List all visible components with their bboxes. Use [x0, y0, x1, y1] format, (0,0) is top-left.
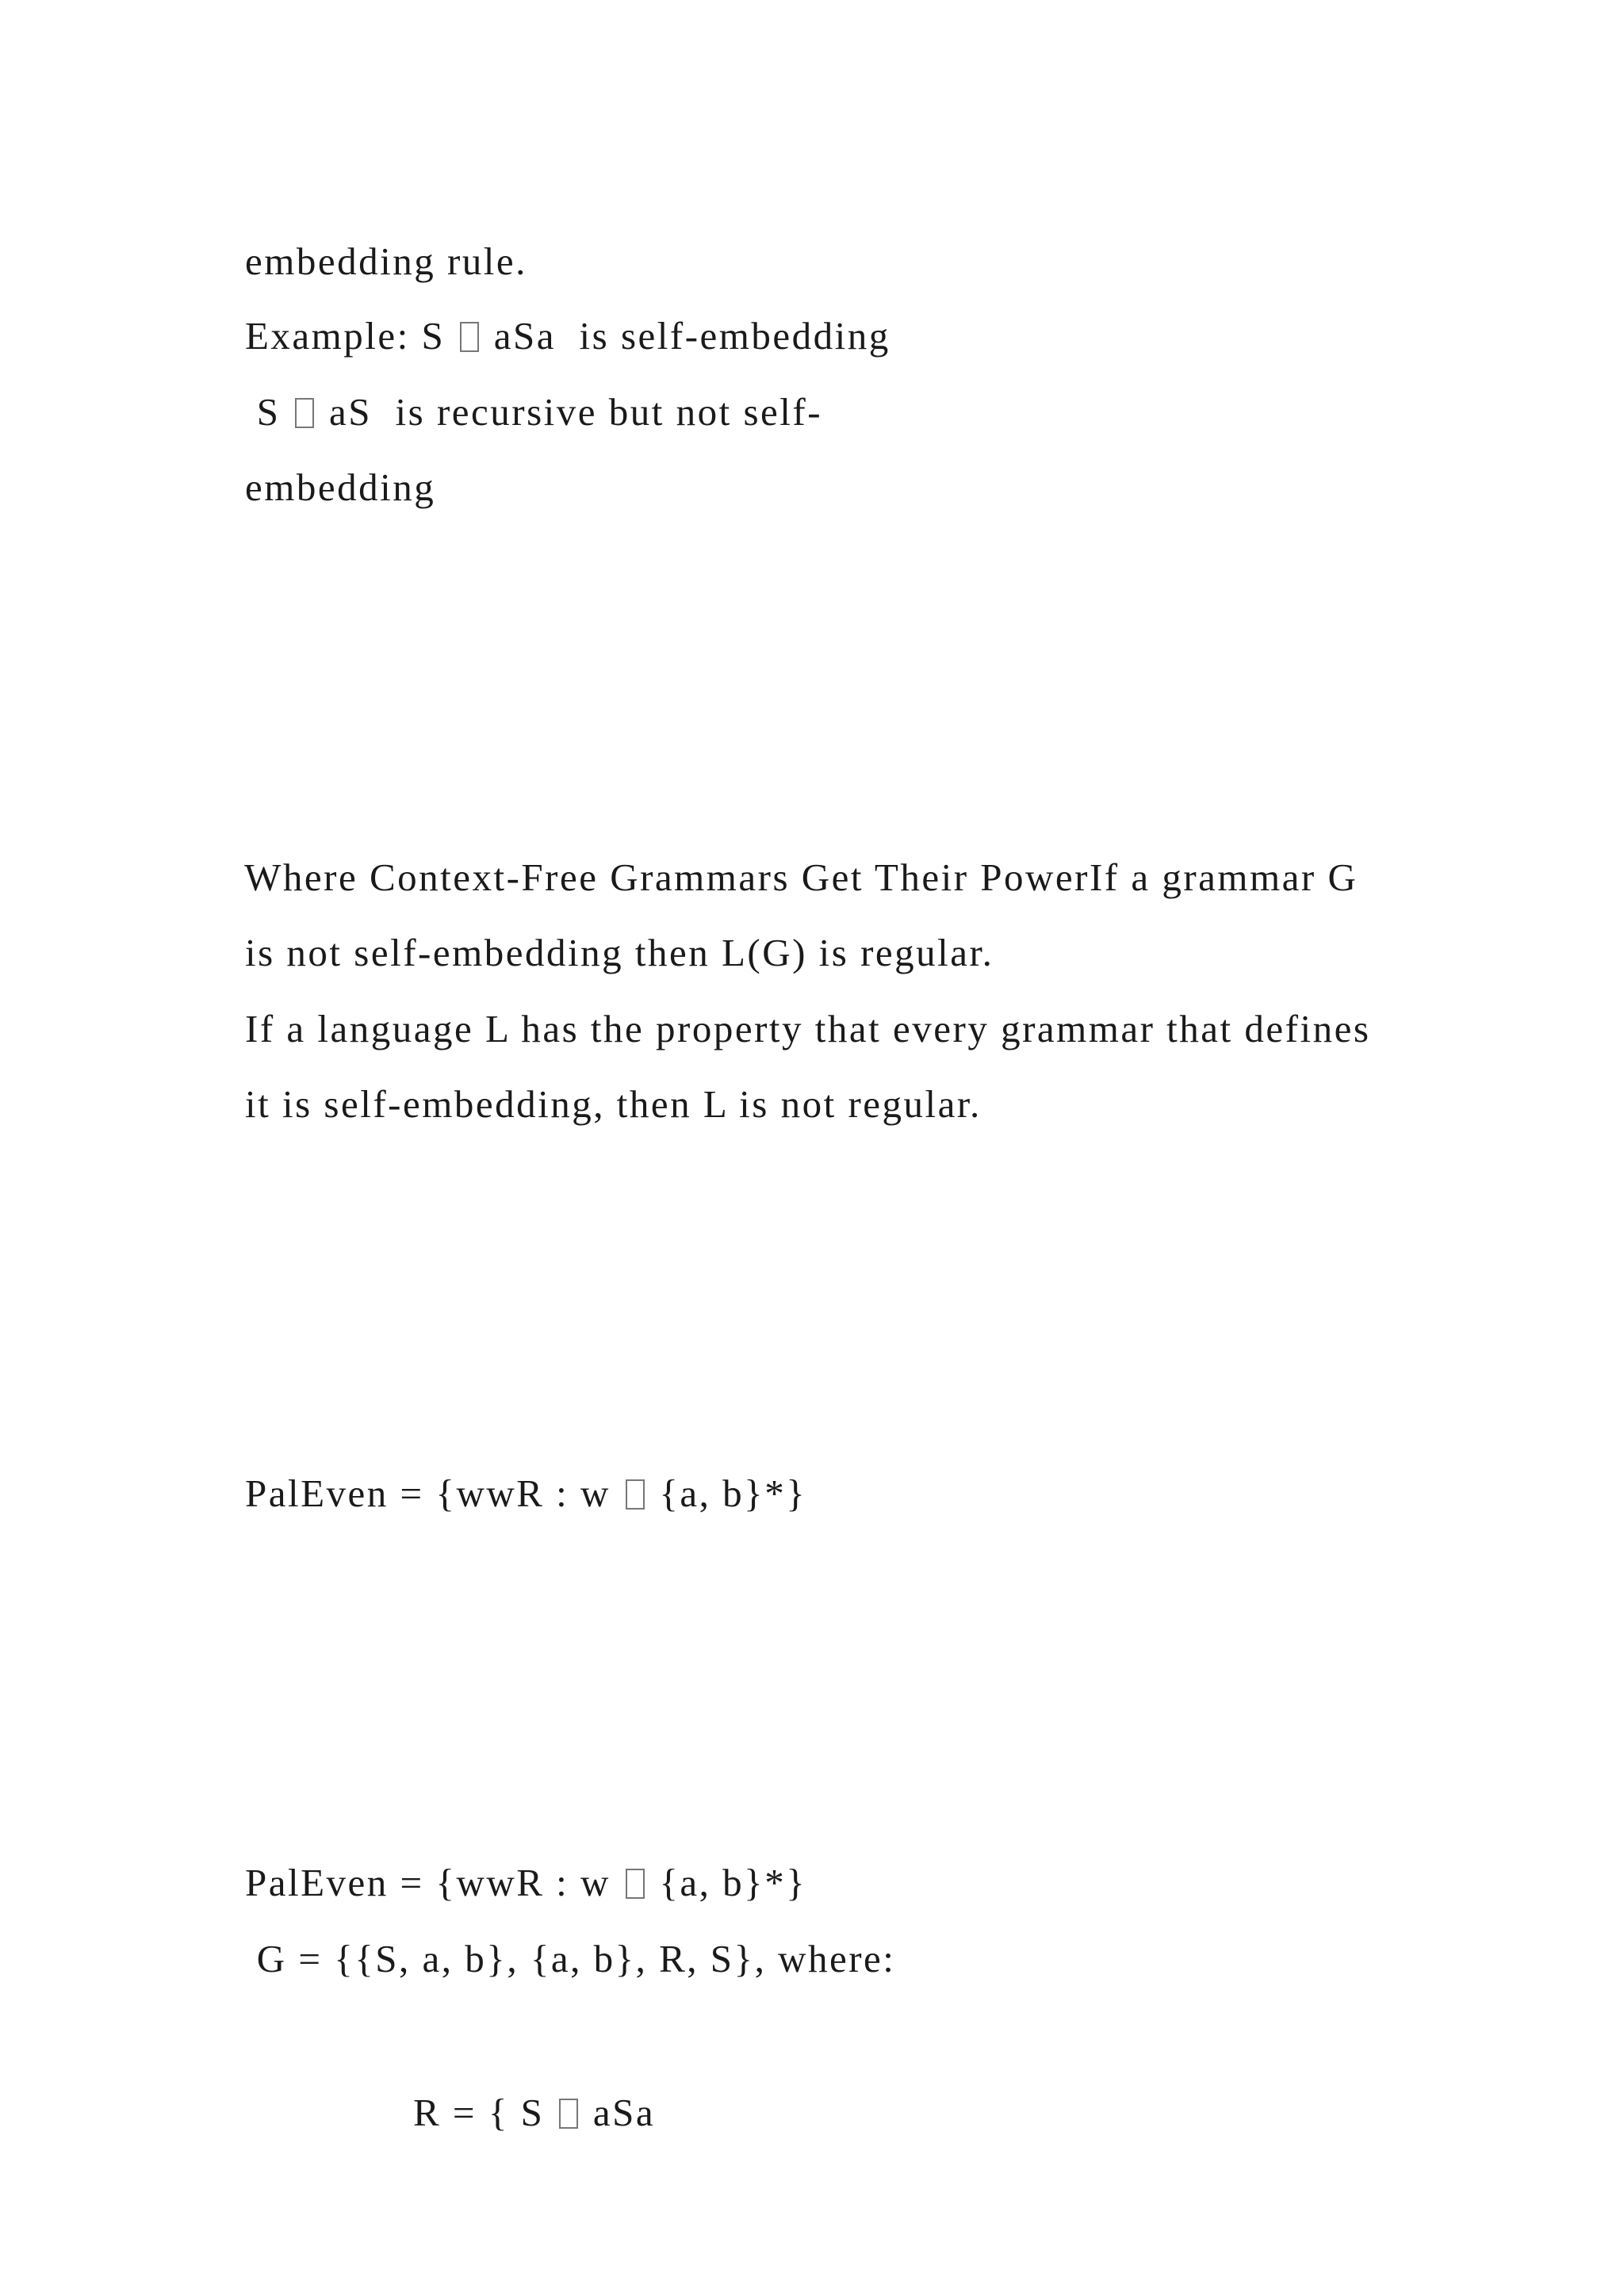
text-segment: G = {{S, a, b}, {a, b}, R, S}, where:	[245, 1937, 896, 1980]
text-segment: PalEven = {wwR : w	[245, 1471, 622, 1515]
text-segment: R = { S	[413, 2091, 557, 2134]
text-segment: embedding	[245, 465, 436, 509]
missing-glyph-icon	[559, 2099, 578, 2129]
text-line	[198, 1435, 806, 1552]
text-segment: aS is recursive but not self-	[317, 390, 823, 434]
text-segment: aSa is self-embedding	[482, 314, 891, 358]
text-line	[198, 429, 435, 545]
missing-glyph-icon	[626, 1869, 645, 1899]
missing-glyph-icon	[295, 398, 314, 428]
text-line	[198, 1046, 982, 1162]
missing-glyph-icon	[460, 322, 479, 352]
text-segment: aSa	[581, 2091, 656, 2134]
text-segment: is not self-embedding then L(G) is regular.	[245, 931, 994, 974]
text-segment: Example: S	[245, 314, 458, 358]
text-segment: PalEven = {wwR : w	[245, 1861, 622, 1904]
text-line	[366, 2054, 655, 2171]
text-segment: If a language L has the property that every grammar that defines	[245, 1007, 1371, 1050]
text-segment: embedding rule.	[245, 239, 527, 283]
text-segment: {a, b}*}	[647, 1861, 807, 1904]
text-line	[198, 1900, 895, 2017]
missing-glyph-icon	[626, 1479, 645, 1510]
text-segment: it is self-embedding, then L is not regular.	[245, 1082, 982, 1126]
text-segment: {a, b}*}	[647, 1471, 807, 1515]
text-segment: S	[245, 390, 293, 434]
text-segment: Where Context-Free Grammars Get Their PowerIf a grammar G	[244, 855, 1358, 899]
